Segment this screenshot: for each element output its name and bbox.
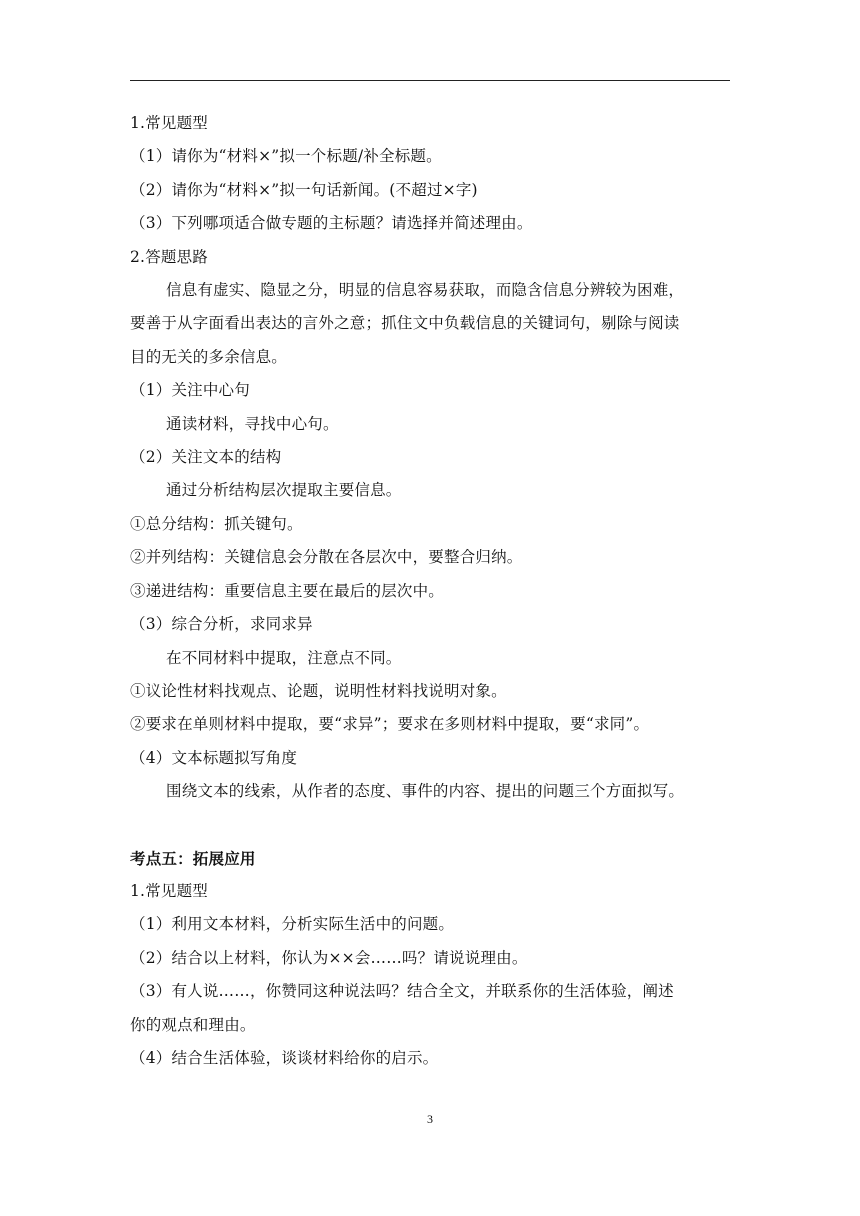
section-five-common-types-heading: 1.常见题型 — [130, 881, 208, 900]
common-type-item-3: （3）下列哪项适合做专题的主标题？请选择并简述理由。 — [130, 214, 533, 233]
header-rule — [130, 80, 730, 81]
common-type-item-1: （1）请你为“材料×”拟一个标题/补全标题。 — [130, 147, 442, 166]
section-five-question-1: （1）利用文本材料，分析实际生活中的问题。 — [130, 915, 455, 934]
sub2-body: 通过分析结构层次提取主要信息。 — [166, 481, 402, 500]
sub3-body: 在不同材料中提取，注意点不同。 — [166, 648, 402, 667]
section-five-question-2: （2）结合以上材料，你认为××会……吗？请说说理由。 — [130, 948, 528, 967]
common-types-heading: 1.常见题型 — [130, 114, 208, 132]
sub2-item-1: ①总分结构：抓关键句。 — [130, 514, 303, 533]
common-type-item-2: （2）请你为“材料×”拟一句话新闻。(不超过×字) — [130, 180, 478, 199]
sub3-item-2: ②要求在单则材料中提取，要“求异”；要求在多则材料中提取，要“求同”。 — [130, 715, 650, 734]
page-number: 3 — [427, 1112, 433, 1126]
section-five-heading: 考点五：拓展应用 — [130, 848, 256, 868]
section-five-question-3-line-2: 你的观点和理由。 — [130, 1015, 256, 1034]
sub1-title: （1）关注中心句 — [130, 381, 250, 400]
sub2-item-2: ②并列结构：关键信息会分散在各层次中，要整合归纳。 — [130, 548, 523, 567]
sub2-title: （2）关注文本的结构 — [130, 448, 282, 467]
sub3-title: （3）综合分析，求同求异 — [130, 615, 313, 634]
sub4-body: 围绕文本的线索，从作者的态度、事件的内容、提出的问题三个方面拟写。 — [166, 782, 685, 801]
approach-intro-line-1: 信息有虚实、隐显之分，明显的信息容易获取，而隐含信息分辨较为困难， — [166, 281, 685, 300]
sub2-item-3: ③递进结构：重要信息主要在最后的层次中。 — [130, 581, 445, 600]
approach-intro-line-2: 要善于从字面看出表达的言外之意；抓住文中负载信息的关键词句，剔除与阅读 — [130, 314, 680, 333]
document-body — [130, 107, 740, 1075]
approach-intro-line-3: 目的无关的多余信息。 — [130, 347, 288, 366]
sub1-body: 通读材料，寻找中心句。 — [166, 414, 339, 433]
approach-heading: 2.答题思路 — [130, 247, 208, 266]
section-five-question-4: （4）结合生活体验，谈谈材料给你的启示。 — [130, 1048, 439, 1067]
section-five-question-3-line-1: （3）有人说……，你赞同这种说法吗？结合全文，并联系你的生活体验，阐述 — [130, 982, 674, 1001]
sub4-title: （4）文本标题拟写角度 — [130, 748, 298, 767]
sub3-item-1: ①议论性材料找观点、论题，说明性材料找说明对象。 — [130, 681, 507, 700]
